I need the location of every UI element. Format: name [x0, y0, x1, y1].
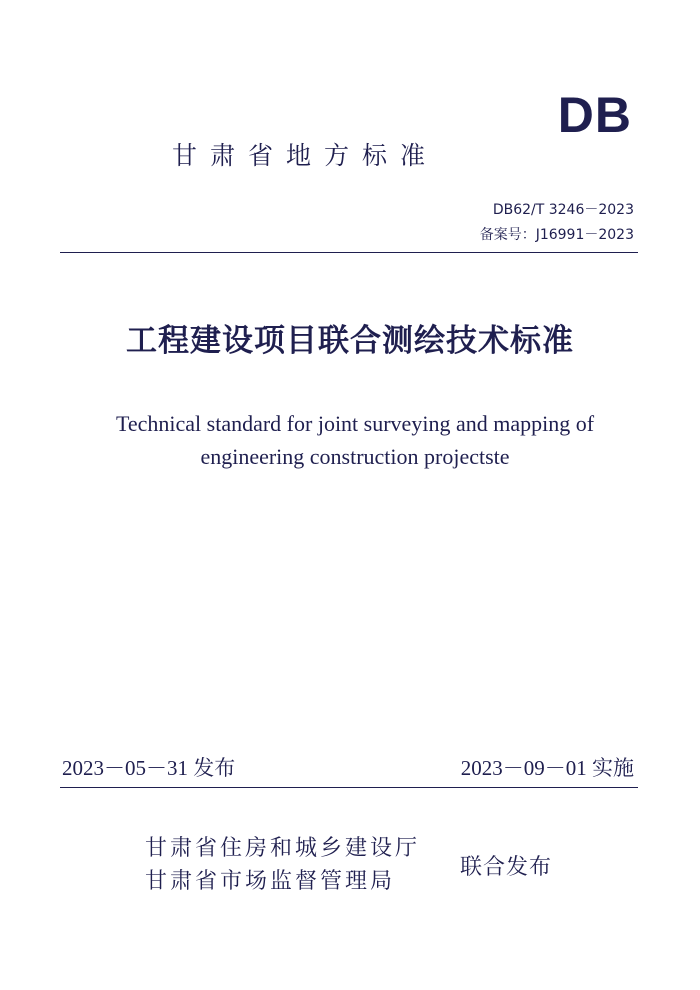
record-number: 备案号：J16991－2023	[479, 227, 634, 243]
title-english-line2: engineering construction projectste	[200, 444, 510, 469]
issuer-market-supervision: 甘肃省市场监督管理局	[145, 869, 396, 894]
top-divider	[60, 252, 638, 253]
db-mark: DB	[557, 87, 632, 143]
joint-issue-label: 联合发布	[460, 855, 553, 880]
title-chinese: 工程建设项目联合测绘技术标准	[126, 323, 574, 359]
implementation-date: 2023－09－01 实施	[460, 756, 634, 780]
issuer-housing-department: 甘肃省住房和城乡建设厅	[145, 836, 421, 861]
issue-date: 2023－05－31 发布	[62, 756, 236, 780]
standard-number: DB62/T 3246－2023	[492, 202, 634, 218]
bottom-divider	[60, 787, 638, 788]
standard-level: 甘肃省地方标准	[172, 141, 439, 170]
title-english-line1: Technical standard for joint surveying and mapping of	[115, 411, 595, 436]
